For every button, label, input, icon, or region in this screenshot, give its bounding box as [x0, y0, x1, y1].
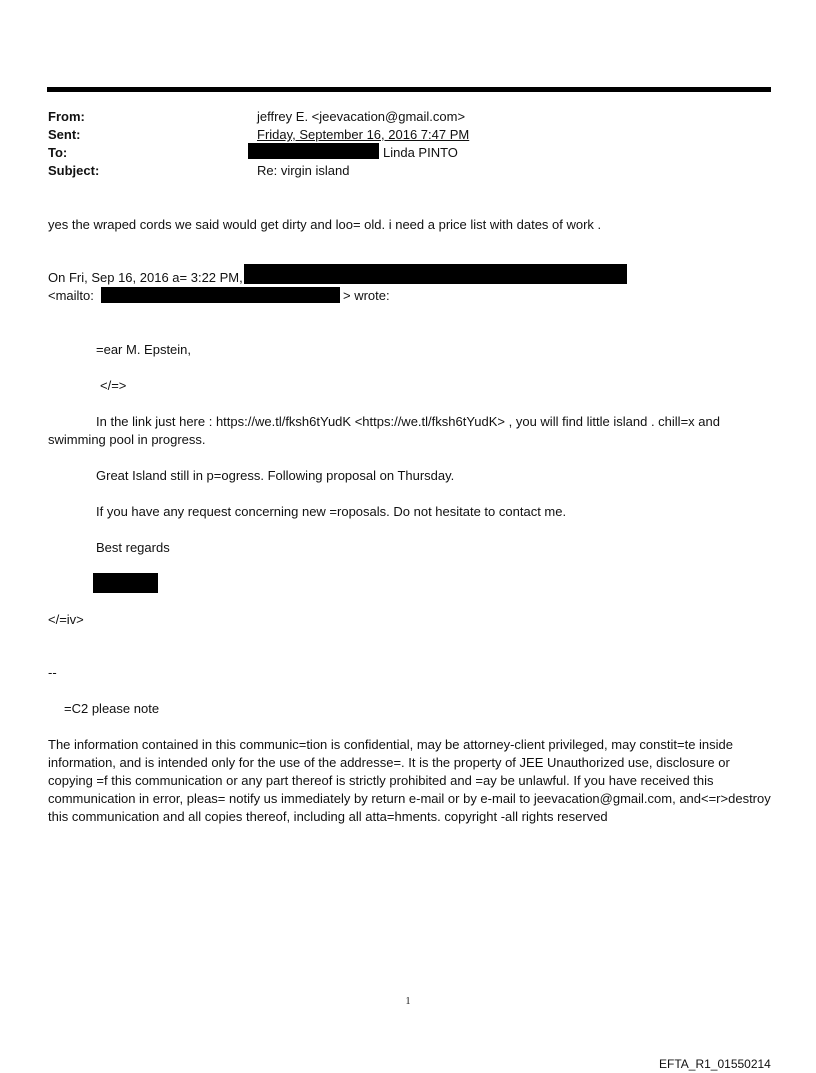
- disclaimer-text: The information contained in this communic=tion is confidential, may be attorney-client privileged, may constit=te inside information, and is intended only for the use of the addresse=. It is the property of JEE Unauthorized use, disclosure or copying =f this communication or any part thereof is strictly prohibited and =ay be unlawful. If you have received this communication in error, pleas= notify us immediately by return e-mail or by e-mail to jeevacation@gmail.com, and<=r>destroy this communication and all copies thereof, including all atta=hments. copyright -all rights reserved: [48, 737, 771, 824]
- to-label: To:: [48, 145, 68, 160]
- sent-label: Sent:: [48, 127, 81, 142]
- greeting: =ear M. Epstein,: [96, 342, 192, 357]
- link-paragraph: In the link just here : https://we.tl/fksh6tYudK <https://we.tl/fksh6tYudK> , you will find little island . chill=x and swimming pool in progress.: [48, 414, 720, 447]
- quote-mailto: <mailto:: [48, 288, 94, 303]
- subject-value: Re: virgin island: [257, 163, 350, 178]
- redaction-box: [248, 143, 379, 159]
- redaction-box: [101, 287, 340, 303]
- from-label: From:: [48, 109, 85, 124]
- progress-text: Great Island still in p=ogress. Following proposal on Thursday.: [96, 468, 455, 483]
- subject-label: Subject:: [48, 163, 100, 178]
- sent-value: Friday, September 16, 2016 7:47 PM: [257, 127, 470, 142]
- quote-wrote: > wrote:: [343, 288, 390, 303]
- from-value: jeffrey E. <jeevacation@gmail.com>: [257, 109, 466, 124]
- to-value: Linda PINTO: [383, 145, 458, 160]
- header-rule: [47, 87, 771, 92]
- end-div-tag: </=iv>: [48, 612, 84, 627]
- request-text: If you have any request concerning new =roposals. Do not hesitate to contact me.: [96, 504, 567, 519]
- redaction-box: [244, 264, 627, 284]
- quote-intro: On Fri, Sep 16, 2016 a= 3:22 PM,: [48, 270, 243, 285]
- html-tag: </=>: [100, 378, 127, 393]
- bates-number: EFTA_R1_01550214: [659, 1057, 771, 1071]
- page-number: 1: [405, 996, 411, 1007]
- signature-dashes: --: [48, 665, 57, 680]
- reply-text: yes the wraped cords we said would get dirty and loo= old. i need a price list with dates of work .: [48, 217, 602, 232]
- closing-text: Best regards: [96, 540, 170, 555]
- note-text: =C2 please note: [64, 701, 160, 716]
- redaction-box: [93, 573, 158, 593]
